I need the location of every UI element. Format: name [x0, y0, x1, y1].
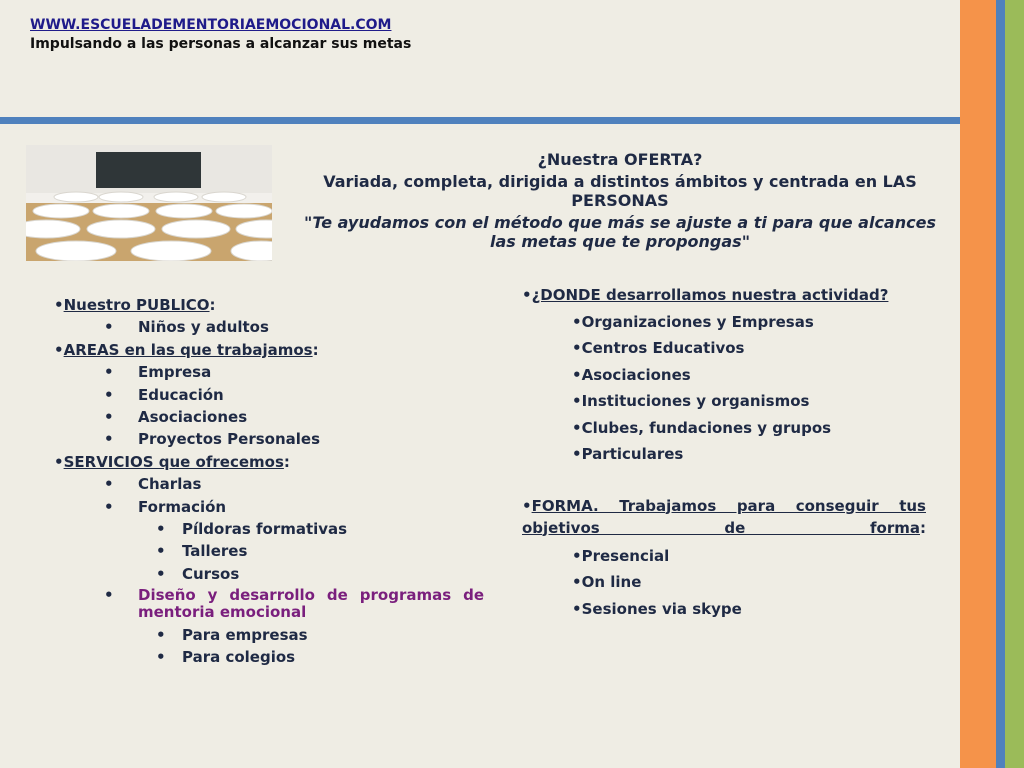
diseno-item: • Diseño y desarrollo de programas de mentoria emocional	[104, 586, 484, 622]
forma-heading: •FORMA. Trabajamos para conseguir tus objetivos de forma:	[522, 496, 926, 537]
blue-stripe	[996, 0, 1005, 768]
classroom-image	[26, 145, 272, 261]
list-item: • Proyectos Personales	[104, 430, 321, 449]
header	[30, 16, 411, 54]
website-link[interactable]: WWW.ESCUELADEMENTORIAEMOCIONAL.COM	[30, 17, 392, 33]
header-divider	[0, 117, 960, 124]
list-item: • Talleres	[156, 542, 248, 561]
list-item: • Para colegios	[156, 648, 296, 667]
right-column	[522, 282, 926, 622]
orange-stripe	[960, 0, 996, 768]
list-item: •Asociaciones	[572, 365, 691, 384]
list-item: •On line	[572, 573, 642, 591]
list-item: • Píldoras formativas	[156, 519, 348, 538]
list-item: • Empresa	[104, 363, 212, 382]
list-item: •Presencial	[572, 546, 670, 565]
list-item: • Formación	[104, 497, 227, 516]
offer-title: ¿Nuestra OFERTA?	[537, 150, 703, 169]
list-item: • Asociaciones	[104, 407, 248, 426]
list-item: • Charlas	[104, 475, 202, 494]
publico-heading: •Nuestro PUBLICO:	[54, 296, 216, 314]
list-item: • Cursos	[156, 564, 240, 583]
donde-heading: •¿DONDE desarrollamos nuestra actividad?	[522, 286, 889, 304]
list-item: •Instituciones y organismos	[572, 392, 810, 410]
list-item: •Clubes, fundaciones y grupos	[572, 418, 832, 437]
areas-heading: •AREAS en las que trabajamos:	[54, 340, 319, 359]
servicios-heading: •SERVICIOS que ofrecemos:	[54, 452, 290, 471]
list-item: •Organizaciones y Empresas	[572, 312, 814, 331]
list-item: •Centros Educativos	[572, 339, 745, 357]
list-item: • Educación	[104, 385, 224, 404]
left-column	[54, 294, 484, 669]
list-item: •Particulares	[572, 445, 684, 463]
offer-subtitle: Variada, completa, dirigida a distintos ámbitos y centrada en LAS PERSONAS	[323, 172, 917, 210]
offer-section	[300, 150, 940, 251]
tagline: Impulsando a las personas a alcanzar sus metas	[30, 36, 412, 52]
offer-quote: "Te ayudamos con el método que más se ajuste a ti para que alcances las metas que te propongas"	[304, 213, 936, 251]
list-item: • Niños y adultos	[104, 318, 269, 337]
green-stripe	[1005, 0, 1024, 768]
list-item: •Sesiones via skype	[572, 599, 742, 618]
list-item: • Para empresas	[156, 626, 308, 645]
